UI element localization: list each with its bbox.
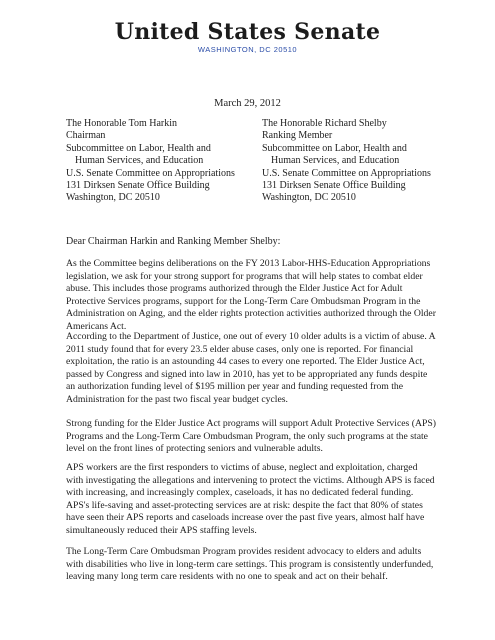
letter-date: March 29, 2012 bbox=[214, 98, 281, 109]
addressee-title: Ranking Member bbox=[262, 130, 333, 142]
addressee-line: Human Services, and Education bbox=[75, 155, 204, 167]
body-paragraph-3: Strong funding for the Elder Justice Act programs will support Adult Protective Services (APS) Programs and the Long-Term Care Ombudsman Program, the only such programs at the state level on the front lines of protecting seniors and vulnerable adults. bbox=[66, 418, 436, 454]
addressee-block-chairman bbox=[66, 118, 235, 205]
salutation: Dear Chairman Harkin and Ranking Member Shelby: bbox=[66, 236, 281, 247]
addressee-name: The Honorable Tom Harkin bbox=[66, 118, 178, 129]
addressee-line: Subcommittee on Labor, Health and bbox=[66, 142, 211, 154]
addressee-line: Washington, DC 20510 bbox=[66, 192, 160, 204]
addressee-line: Human Services, and Education bbox=[271, 155, 400, 167]
addressee-title: Chairman bbox=[66, 130, 106, 142]
addressee-line: 131 Dirksen Senate Office Building bbox=[66, 180, 210, 192]
body-paragraph-4: APS workers are the first responders to victims of abuse, neglect and exploitation, charged with investigating the allegations and intervening to protect the victims. Although APS is faced with increasing, and increasingly complex, caseloads, it has no dedicated federal funding. APS's life-saving and asset-protecting services are at risk: despite the fact that 80% of states have seen their APS reports and caseloads increase over the past five years, almost half have simultaneously reduced their APS staffing levels. bbox=[66, 462, 435, 536]
letterhead-location: WASHINGTON, DC 20510 bbox=[197, 45, 298, 54]
letterhead bbox=[0, 20, 495, 54]
addressee-name: The Honorable Richard Shelby bbox=[262, 118, 387, 129]
body-paragraph-1: As the Committee begins deliberations on the FY 2013 Labor-HHS-Education Appropriations legislation, we ask for your strong support for programs that will help states to combat elder abuse. This includes those programs authorized through the Elder Justice Act for Adult Protective Services programs, support for the Long-Term Care Ombudsman Program in the Administration on Aging, and the elder rights protection activities authorized through the Older Americans Act. bbox=[66, 258, 436, 332]
addressee-line: U.S. Senate Committee on Appropriations bbox=[262, 167, 431, 179]
body-paragraph-2: According to the Department of Justice, one out of every 10 older adults is a victim of abuse. A 2011 study found that for every 23.5 elder abuse cases, only one is reported. For financial exploitation, the ratio is an astounding 44 cases to every one reported. The Elder Justice Act, passed by Congress and signed into law in 2010, has yet to be appropriated any funds despite an authorization funding level of $195 million per year and funding requested from the Administration for the past two fiscal year budget cycles. bbox=[66, 331, 436, 405]
addressee-line: U.S. Senate Committee on Appropriations bbox=[66, 167, 235, 179]
letterhead-title: United States Senate bbox=[114, 19, 381, 45]
addressee-block-ranking-member bbox=[262, 118, 431, 205]
addressee-line: Subcommittee on Labor, Health and bbox=[262, 142, 407, 154]
addressee-line: 131 Dirksen Senate Office Building bbox=[262, 180, 406, 192]
body-paragraph-5: The Long-Term Care Ombudsman Program provides resident advocacy to elders and adults with disabilities who live in long-term care settings. This program is consistently underfunded, leaving many long term care residents with no one to speak and act on their behalf. bbox=[66, 546, 434, 582]
addressee-line: Washington, DC 20510 bbox=[262, 192, 356, 204]
